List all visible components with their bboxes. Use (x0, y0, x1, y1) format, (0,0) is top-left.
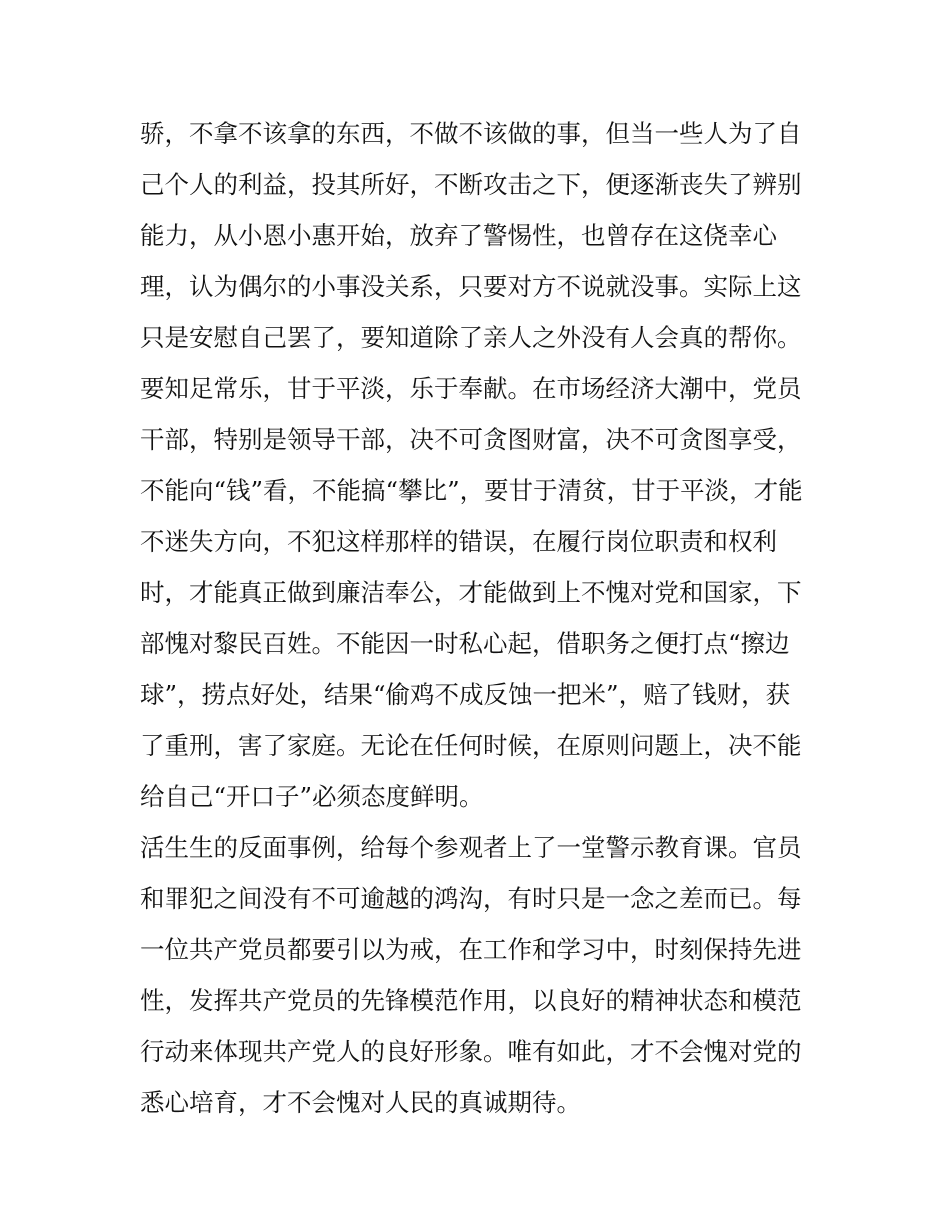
text-line: 行动来体现共产党人的良好形象。唯有如此，才不会愧对党的 (140, 1037, 802, 1066)
text-line: 一位共产党员都要引以为戒，在工作和学习中，时刻保持先进 (140, 935, 802, 964)
text-line: 悉心培育，才不会愧对人民的真诚期待。 (140, 1088, 581, 1117)
text-line: 干部，特别是领导干部，决不可贪图财富，决不可贪图享受， (140, 425, 802, 454)
text-line: 骄，不拿不该拿的东西，不做不该做的事，但当一些人为了自 (140, 119, 802, 148)
text-line: 不能向“钱”看，不能搞“攀比”，要甘于清贫，甘于平淡，才能 (140, 476, 803, 505)
text-line: 不迷失方向，不犯这样那样的错误，在履行岗位职责和权利 (140, 527, 777, 556)
text-line: 了重刑，害了家庭。无论在任何时候，在原则问题上，决不能 (140, 731, 802, 760)
text-line: 给自己“开口子”必须态度鲜明。 (140, 782, 484, 811)
text-line: 己个人的利益，投其所好，不断攻击之下，便逐渐丧失了辨别 (140, 170, 802, 199)
text-line: 能力，从小恩小惠开始，放弃了警惕性，也曾存在这侥幸心 (140, 221, 777, 250)
text-line: 性，发挥共产党员的先锋模范作用，以良好的精神状态和模范 (140, 986, 802, 1015)
text-line: 活生生的反面事例，给每个参观者上了一堂警示教育课。官员 (140, 833, 802, 862)
text-line: 和罪犯之间没有不可逾越的鸿沟，有时只是一念之差而已。每 (140, 884, 802, 913)
text-line: 球”，捞点好处，结果“偷鸡不成反蚀一把米”，赔了钱财，获 (140, 680, 791, 709)
text-line: 理，认为偶尔的小事没关系，只要对方不说就没事。实际上这 (140, 272, 802, 301)
body-text (140, 108, 820, 1128)
text-line: 时，才能真正做到廉洁奉公，才能做到上不愧对党和国家，下 (140, 578, 802, 607)
text-line: 部愧对黎民百姓。不能因一时私心起，借职务之便打点“擦边 (140, 629, 790, 658)
text-line: 只是安慰自己罢了，要知道除了亲人之外没有人会真的帮你。 (140, 323, 802, 352)
text-line: 要知足常乐，甘于平淡，乐于奉献。在市场经济大潮中，党员 (140, 374, 802, 403)
